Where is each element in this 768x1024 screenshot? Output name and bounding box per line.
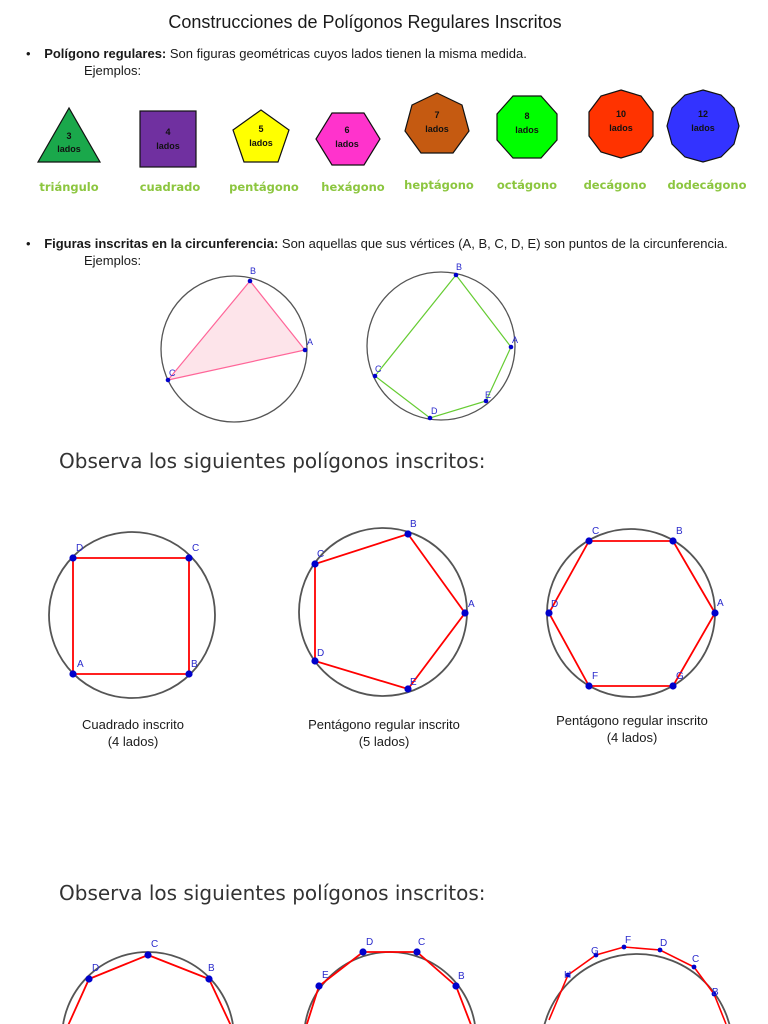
fig2b-vertex-b	[452, 982, 459, 989]
pentagon-label-e: E	[410, 677, 417, 688]
fig2a-label-c: C	[151, 939, 159, 950]
name-heptagono: heptágono	[404, 178, 474, 192]
square-label-c: C	[192, 543, 200, 554]
name-octagono: octágono	[496, 178, 558, 192]
hexagon-label-a: A	[717, 598, 724, 609]
fig2a-vertex-b	[205, 975, 212, 982]
name-dodecagono: dodecágono	[667, 178, 747, 192]
fig2a-vertex-d	[85, 975, 92, 982]
octagon-word: lados	[515, 125, 539, 135]
caption-square-line1: Cuadrado inscrito	[82, 717, 184, 732]
pentagon-count: 5	[258, 124, 264, 134]
fig2c-label-c: C	[692, 954, 700, 965]
section2-heading: Observa los siguientes polígonos inscritos:	[59, 881, 486, 905]
fig2a-label-d: D	[92, 963, 100, 974]
fig2b-vertex-d	[359, 948, 366, 955]
example2-label-a: A	[512, 335, 519, 345]
octagon-count: 8	[524, 111, 530, 121]
name-pentagono: pentágono	[229, 180, 299, 194]
hexagon-label-f: F	[592, 671, 599, 682]
example2-label-b: B	[456, 262, 463, 272]
fig2c-polygon	[549, 947, 726, 1024]
example1-label-c: C	[169, 368, 176, 378]
fig2b-polygon	[305, 952, 473, 1024]
fig2b-circle	[304, 952, 476, 1024]
fig2b-label-b: B	[458, 971, 465, 982]
fig2b-vertex-e	[315, 982, 322, 989]
heptagon-count: 7	[434, 110, 440, 120]
hexagon-label-c: C	[592, 526, 600, 537]
triangle-word: lados	[57, 144, 81, 154]
caption-pentagon-line1: Pentágono regular inscrito	[308, 717, 460, 732]
example2-label-d: D	[431, 406, 438, 416]
fig2b-label-e: E	[322, 970, 329, 981]
dodecagon-word: lados	[691, 123, 715, 133]
heptagon-word: lados	[425, 124, 449, 134]
hexagon-label-b: B	[676, 526, 683, 537]
caption-square-line2: (4 lados)	[107, 734, 159, 749]
example2-label-c: C	[375, 364, 382, 374]
term-inscribed-figures: Figuras inscritas en la circunferencia:	[44, 236, 279, 251]
square-word: lados	[156, 141, 180, 151]
fig2b-vertex-c	[413, 948, 420, 955]
hexagon-count: 6	[344, 125, 350, 135]
example2-label-e: E	[485, 390, 492, 400]
examples-label-2: Ejemplos:	[84, 253, 142, 268]
triangle-count: 3	[66, 131, 72, 141]
bullet-mark: •	[26, 236, 31, 251]
fig2c-label-b: B	[712, 987, 719, 998]
fig2c-vertex-c	[692, 965, 697, 970]
section1-heading: Observa los siguientes polígonos inscritos:	[59, 449, 486, 473]
fig2c-label-f: F	[625, 935, 632, 946]
term-regular-polygons: Polígono regulares:	[44, 46, 167, 61]
fig2b-label-c: C	[418, 937, 426, 948]
caption-hexagon-line1: Pentágono regular inscrito	[556, 713, 708, 728]
fig2a-vertex-c	[144, 951, 151, 958]
decagon-word: lados	[609, 123, 633, 133]
document-title: Construcciones de Polígonos Regulares Inscritos	[168, 12, 562, 32]
name-hexagono: hexágono	[321, 180, 385, 194]
fig2c-circle	[541, 954, 733, 1024]
fig2c-label-g: G	[591, 946, 599, 957]
name-cuadrado: cuadrado	[139, 180, 201, 194]
square-label-a: A	[77, 659, 84, 670]
pentagon-label-d: D	[317, 648, 325, 659]
fig2b-label-d: D	[366, 937, 374, 948]
dodecagon-count: 12	[697, 109, 709, 119]
hexagon-label-g: G	[676, 671, 684, 682]
caption-hexagon-line2: (4 lados)	[606, 730, 658, 745]
fig2c-label-d: D	[660, 938, 668, 949]
example1-label-b: B	[250, 266, 257, 276]
hexagon-label-d: D	[551, 599, 559, 610]
pentagon-label-c: C	[317, 549, 325, 560]
hexagon-word: lados	[335, 139, 359, 149]
square-count: 4	[165, 127, 171, 137]
definition-regular-polygons: Son figuras geométricas cuyos lados tienen la misma medida.	[166, 46, 527, 61]
square-label-b: B	[191, 659, 198, 670]
example1-label-a: A	[307, 337, 314, 347]
pentagon-label-a: A	[468, 599, 475, 610]
fig2c-label-h: H	[564, 970, 572, 981]
fig2a-label-b: B	[208, 963, 215, 974]
examples-label-1: Ejemplos:	[84, 63, 142, 78]
definition-inscribed-figures: Son aquellas que sus vértices (A, B, C, D, E) son puntos de la circunferencia.	[278, 236, 728, 251]
name-decagono: decágono	[583, 178, 647, 192]
bullet-mark: •	[26, 46, 31, 61]
caption-pentagon-line2: (5 lados)	[358, 734, 410, 749]
decagon-count: 10	[615, 109, 627, 119]
pentagon-label-b: B	[410, 519, 417, 530]
name-triangulo: triángulo	[39, 180, 99, 194]
pentagon-word: lados	[249, 138, 273, 148]
square-label-d: D	[76, 543, 84, 554]
